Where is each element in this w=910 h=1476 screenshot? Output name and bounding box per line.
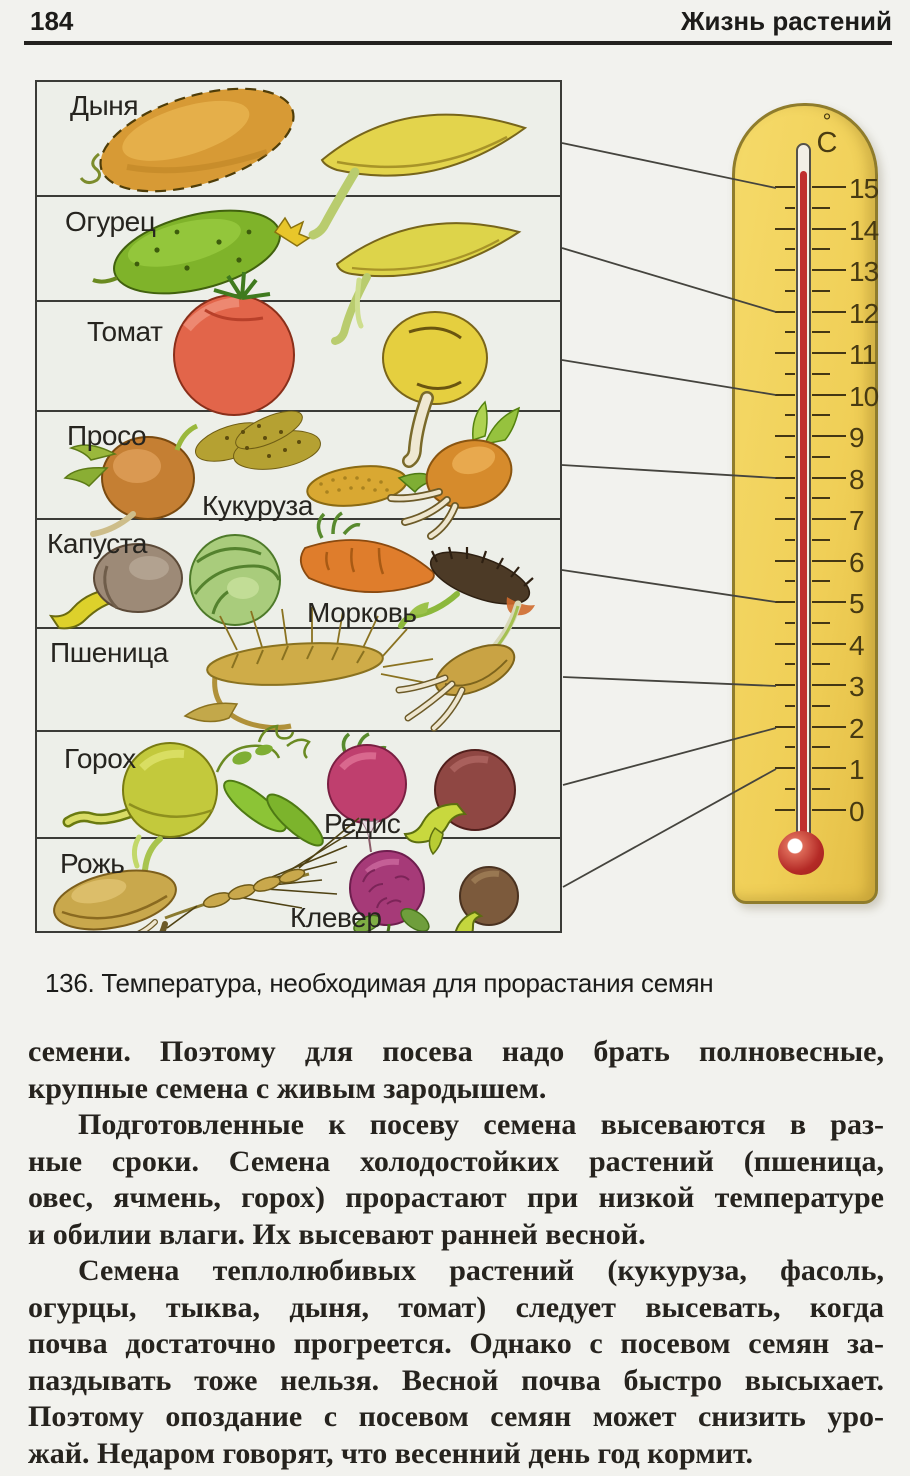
plant-label-millet: Просо xyxy=(67,420,147,451)
scale-number: 2 xyxy=(849,712,864,744)
scale-number: 10 xyxy=(849,380,879,412)
pea-pods-illustration xyxy=(217,726,329,852)
degree-symbol: ° xyxy=(822,109,832,134)
scale-tick-7 xyxy=(735,505,875,536)
scale-tick-6 xyxy=(735,546,875,578)
thermometer xyxy=(732,103,878,904)
plant-label-cabbage: Капуста xyxy=(47,528,148,559)
body-line: Семена теплолюбивых растений (кукуруза, фасоль, xyxy=(78,1254,884,1287)
scale-minor-tick xyxy=(735,497,875,499)
corn-seedling-illustration xyxy=(391,402,519,536)
section-title: Жизнь растений xyxy=(681,6,892,36)
scale-tick-5 xyxy=(735,588,875,619)
scale-number: 1 xyxy=(849,754,864,785)
radish-seed-sprout-illustration xyxy=(405,750,515,854)
figure-caption: 136. Температура, необходимая для прорастания семян xyxy=(45,968,714,998)
scale-minor-tick xyxy=(735,331,875,333)
scale-tick-13 xyxy=(735,256,879,287)
tomato-illustration xyxy=(174,272,294,415)
scale-minor-tick xyxy=(735,622,875,624)
celsius-letter: С xyxy=(816,127,838,159)
scale-tick-8 xyxy=(735,463,875,495)
scale-minor-tick xyxy=(735,373,875,375)
body-line: ные сроки. Семена холодостойких растений (пшеница, xyxy=(28,1144,884,1178)
corn-cob-illustration xyxy=(305,461,435,511)
plant-label-corn: Кукуруза xyxy=(202,490,314,521)
plant-label-rye: Рожь xyxy=(60,848,125,879)
scale-number: 3 xyxy=(849,671,864,702)
wheat-grain-sprout-illustration xyxy=(399,604,522,728)
plant-label-tomato: Томат xyxy=(87,316,163,347)
scale-tick-14 xyxy=(735,214,879,246)
scale-minor-tick xyxy=(735,207,875,209)
plant-label-pea: Горох xyxy=(64,743,136,774)
plant-label-melon: Дыня xyxy=(70,90,139,121)
body-line: и обилии влаги. Их высевают ранней весной. xyxy=(28,1217,646,1251)
plant-label-radish: Редис xyxy=(324,808,401,839)
plant-label-wheat: Пшеница xyxy=(50,637,169,668)
scale-number: 4 xyxy=(849,629,864,661)
scale-number: 6 xyxy=(849,546,864,578)
scale-minor-tick xyxy=(735,248,875,250)
scale-number: 9 xyxy=(849,422,864,453)
scale-minor-tick xyxy=(735,580,875,582)
scale-tick-2 xyxy=(735,712,875,744)
body-line: Подготовленные к посеву семена высеваются в раз- xyxy=(78,1108,884,1141)
scale-number: 14 xyxy=(849,214,879,246)
scale-tick-3 xyxy=(735,671,875,702)
scale-number: 15 xyxy=(849,173,879,204)
scale-minor-tick xyxy=(735,290,875,292)
body-text xyxy=(28,1034,884,1472)
scale-minor-tick xyxy=(735,456,875,458)
scale-minor-tick xyxy=(735,746,875,748)
scale-number: 13 xyxy=(849,256,879,287)
millet-spray-illustration xyxy=(191,403,324,475)
scale-number: 12 xyxy=(849,297,879,329)
scale-number: 11 xyxy=(849,339,877,370)
temperature-scale xyxy=(735,106,879,901)
clover-seed-sprout-illustration xyxy=(443,867,518,931)
body-line: огурцы, тыква, дыня, томат) следует высевать, когда xyxy=(28,1290,884,1324)
melon-seed-sprout-illustration xyxy=(313,115,525,235)
plant-label-cucumber: Огурец xyxy=(65,206,156,237)
scale-minor-tick xyxy=(735,663,875,665)
scale-tick-9 xyxy=(735,422,875,453)
body-line: паздывать тоже нельзя. Весной почва быстро высыхает. xyxy=(28,1363,884,1397)
body-line: жай. Недаром говорят, что весенний день год кормит. xyxy=(28,1436,753,1470)
scale-tick-11 xyxy=(735,339,877,370)
scale-tick-4 xyxy=(735,629,875,661)
scale-minor-tick xyxy=(735,414,875,416)
page-number: 184 xyxy=(30,6,74,36)
scale-number: 7 xyxy=(849,505,864,536)
header-rule xyxy=(24,41,892,45)
scale-tick-12 xyxy=(735,297,879,329)
scale-tick-15 xyxy=(735,173,879,204)
scale-minor-tick xyxy=(735,788,875,790)
scale-tick-0 xyxy=(735,795,875,827)
body-line: овес, ячмень, горох) прорастают при низкой температуре xyxy=(28,1181,884,1214)
body-line: семени. Поэтому для посева надо брать полновесные, xyxy=(28,1035,884,1068)
scale-tick-1 xyxy=(735,754,875,785)
scale-minor-tick xyxy=(735,539,875,541)
scale-number: 5 xyxy=(849,588,864,619)
scale-number: 0 xyxy=(849,795,864,827)
body-line: почва достаточно прогреется. Однако с посевом семян за- xyxy=(28,1327,884,1360)
body-line: крупные семена с живым зародышем. xyxy=(28,1071,547,1105)
germination-figure xyxy=(35,80,562,933)
scale-minor-tick xyxy=(735,705,875,707)
scale-number: 8 xyxy=(849,463,864,495)
plant-label-clover: Клевер xyxy=(290,902,382,933)
plant-label-carrot: Морковь xyxy=(307,597,417,628)
tomato-seed-sprout-illustration xyxy=(383,312,487,461)
cabbage-illustration xyxy=(190,535,280,625)
scale-tick-10 xyxy=(735,380,879,412)
carrot-illustration xyxy=(301,513,434,592)
body-line: Поэтому опоздание с посевом семян может снизить уро- xyxy=(28,1400,884,1433)
